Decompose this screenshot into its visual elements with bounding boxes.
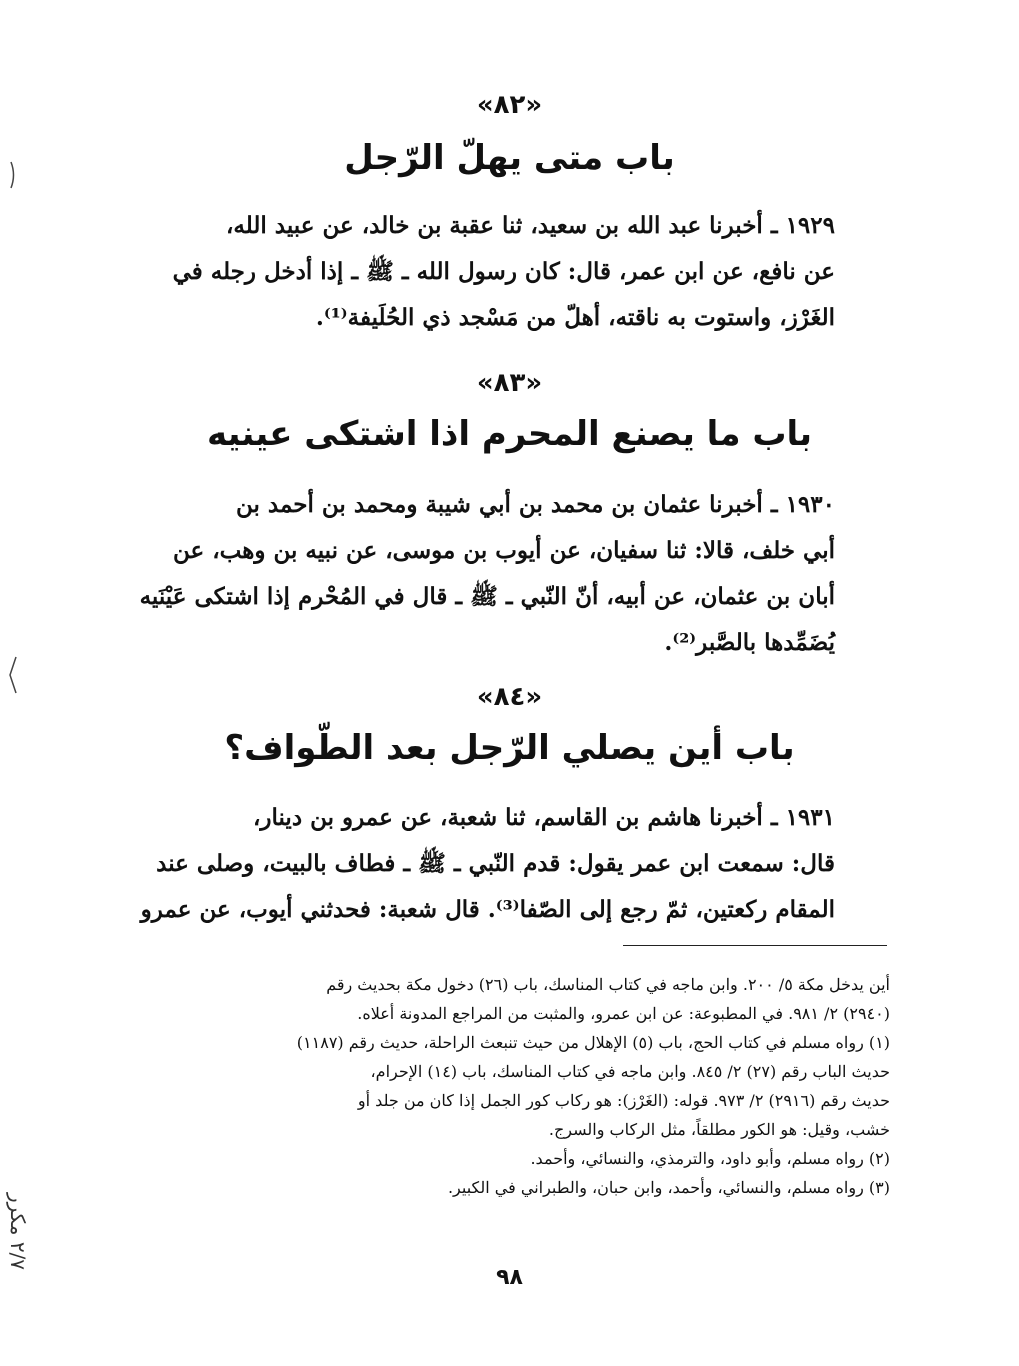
hadith-line: أبي خلف، قالا: ثنا سفيان، عن أيوب بن موسى، عن نبيه بن وهب، عن: [172, 537, 835, 564]
footnote-line: خشب، وقيل: هو الكور مطلقاً، مثل الركاب والسرج.: [548, 1120, 890, 1139]
footnote-separator: [623, 945, 887, 946]
page-number: ٩٨: [496, 1265, 523, 1290]
footnote-line: حديث رقم (٢٩١٦) ٢/ ٩٧٣. قوله: (الغَرْز): هو ركاب كور الجمل إذا كان من جلد أو: [357, 1091, 890, 1110]
chapter-number: «٨٤»: [476, 682, 543, 712]
margin-handwritten-note: ٢/٧ مكرر: [6, 1192, 30, 1270]
hadith-line: ١٩٣١ ـ أخبرنا هاشم بن القاسم، ثنا شعبة، عن عمرو بن دينار،: [252, 804, 835, 831]
footnote-line: (١) رواه مسلم في كتاب الحج، باب (٥) الإهلال من حيث تنبعث الراحلة، حديث رقم (١١٨٧): [296, 1033, 890, 1052]
footnote-line: (٢) رواه مسلم، وأبو داود، والترمذي، والنسائي، وأحمد.: [530, 1149, 890, 1168]
hadith-line: قال: سمعت ابن عمر يقول: قدم النّبي ـ ﷺ ـ فطاف بالبيت، وصلى عند: [156, 850, 835, 877]
hadith-line: أبان بن عثمان، عن أبيه، أنّ النّبي ـ ﷺ ـ قال في المُحْرم إذا اشتكى عَيْنَيه: [139, 583, 835, 610]
hadith-line: المقام ركعتين، ثمّ رجع إلى الصّفا⁽³⁾. قال شعبة: فحدثني أيوب، عن عمرو: [140, 896, 835, 923]
chapter-number: «٨٣»: [476, 368, 543, 398]
hadith-line: ١٩٣٠ ـ أخبرنا عثمان بن محمد بن أبي شيبة ومحمد بن أحمد بن: [236, 491, 835, 518]
footnote-line: (٢٩٤٠) ٢/ ٩٨١. في المطبوعة: عن ابن عمرو، والمثبت من المراجع المدونة أعلاه.: [357, 1004, 890, 1023]
chapter-title: باب ما يصنع المحرم اذا اشتكى عينيه: [206, 414, 813, 454]
footnotes: [160, 970, 890, 1202]
hadith-text: [172, 203, 835, 341]
margin-mark: [6, 655, 20, 700]
chapter-title: باب أين يصلي الرّجل بعد الطّواف؟: [224, 728, 795, 768]
footnote-line: أين يدخل مكة ٥/ ٢٠٠. وابن ماجه في كتاب المناسك، باب (٢٦) دخول مكة بحديث رقم: [326, 975, 890, 994]
footnote-line: (٣) رواه مسلم، والنسائي، وأحمد، وابن حبان، والطبراني في الكبير.: [447, 1178, 890, 1197]
hadith-line: الغَرْز، واستوت به ناقته، أهلّ من مَسْجد ذي الحُلَيفة⁽¹⁾.: [315, 304, 835, 331]
chapter-number: «٨٢»: [476, 90, 543, 120]
chapter-title: باب متى يهلّ الرّجل: [344, 138, 675, 178]
margin-mark: [8, 160, 18, 195]
hadith-text: [139, 482, 835, 666]
hadith-line: عن نافع، عن ابن عمر، قال: كان رسول الله ـ ﷺ ـ إذا أدخل رجله في: [172, 258, 835, 285]
hadith-text: [140, 795, 835, 933]
footnote-line: حديث الباب رقم (٢٧) ٢/ ٨٤٥. وابن ماجه في كتاب المناسك، باب (١٤) الإحرام،: [370, 1062, 890, 1081]
hadith-line: ١٩٢٩ ـ أخبرنا عبد الله بن سعيد، ثنا عقبة بن خالد، عن عبيد الله،: [226, 212, 835, 239]
hadith-line: يُضَمِّدها بالصَّبر⁽²⁾.: [664, 629, 835, 656]
